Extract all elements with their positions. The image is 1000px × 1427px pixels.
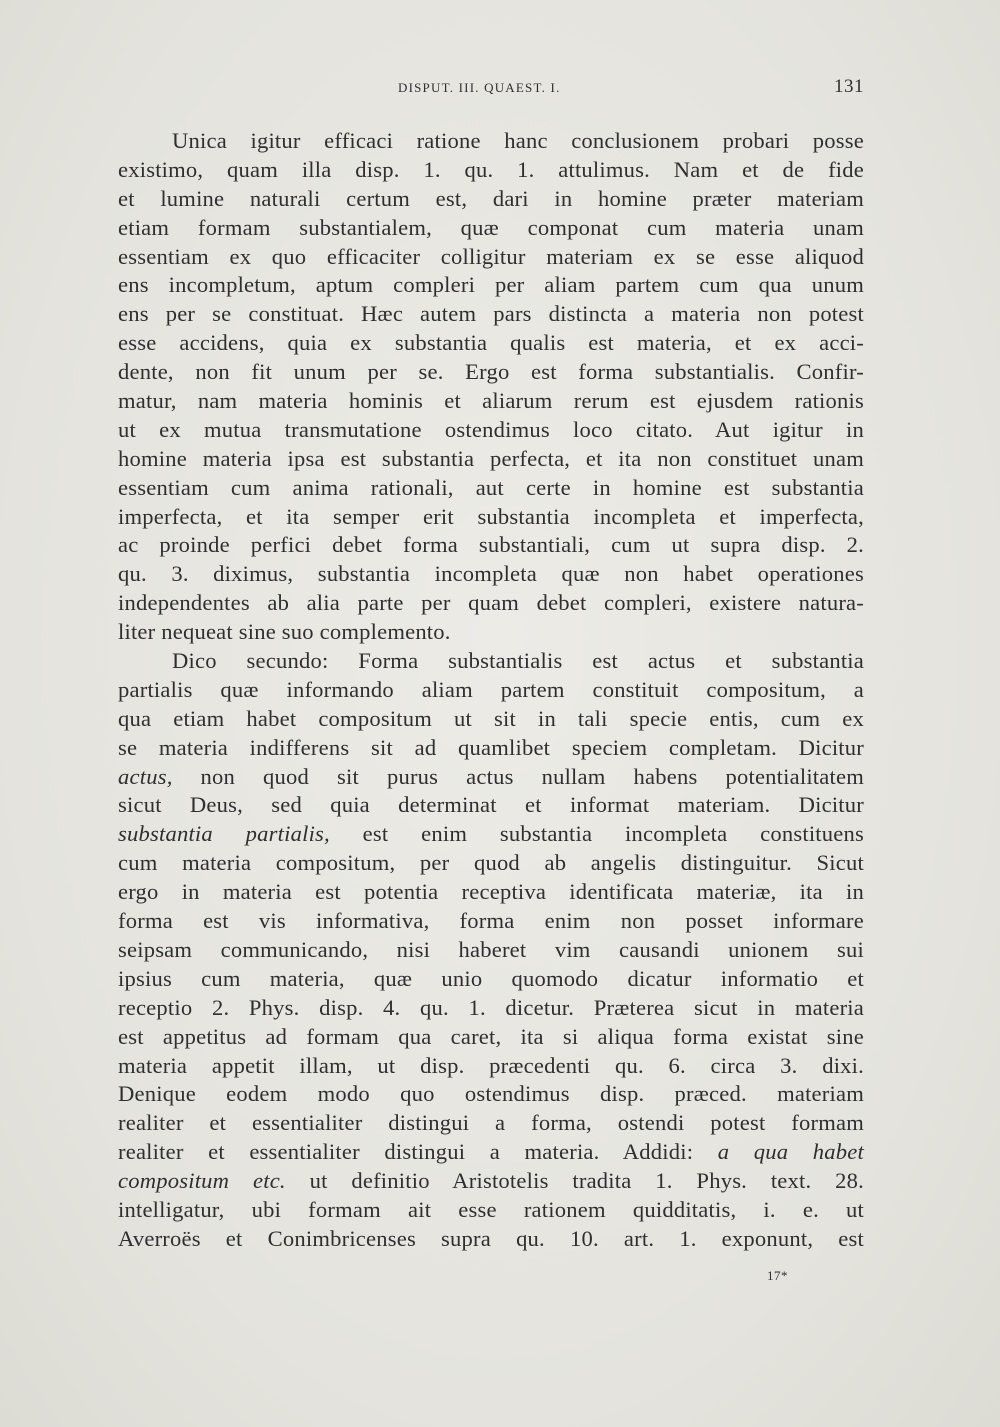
running-head bbox=[118, 76, 864, 100]
text-line: imperfecta, et ita semper erit substantia incompleta et imperfecta, bbox=[118, 503, 864, 529]
text-line: Averroës et Conimbricenses supra qu. 10. art. 1. exponunt, est bbox=[118, 1225, 864, 1251]
text-line: essentiam ex quo efficaciter colligitur materiam ex se esse aliquod bbox=[118, 243, 864, 269]
text-line: sicut Deus, sed quia determinat et informat materiam. Dicitur bbox=[118, 792, 864, 818]
text-line: liter nequeat sine suo complemento. bbox=[118, 619, 451, 645]
text-line: matur, nam materia hominis et aliarum rerum est ejusdem rationis bbox=[118, 388, 864, 414]
text-line: ac proinde perfici debet forma substantiali, cum ut supra disp. 2. bbox=[118, 532, 864, 558]
italic-term: substantia partialis, bbox=[118, 821, 330, 847]
text-run: ut definitio Aristotelis tradita 1. Phys. text. 28. bbox=[285, 1168, 864, 1194]
text-line: ergo in materia est potentia receptiva identificata materiæ, ita in bbox=[118, 879, 864, 905]
text-line: realiter et essentialiter distingui a forma, ostendi potest formam bbox=[118, 1110, 864, 1136]
text-run: est enim substantia incompleta constituens bbox=[329, 821, 864, 847]
text-line: essentiam cum anima rationali, aut certe in homine est substantia bbox=[118, 474, 864, 500]
text-line bbox=[118, 820, 864, 849]
text-line: dente, non fit unum per se. Ergo est forma substantialis. Confir- bbox=[118, 359, 864, 385]
text-line: qua etiam habet compositum ut sit in tali specie entis, cum ex bbox=[118, 705, 864, 731]
text-line: existimo, quam illa disp. 1. qu. 1. attulimus. Nam et de fide bbox=[118, 156, 864, 182]
text-run: realiter et essentialiter distingui a materia. Addidi: bbox=[118, 1139, 718, 1165]
text-line: Dico secundo: Forma substantialis est actus et substantia bbox=[172, 648, 864, 674]
body-text bbox=[118, 127, 864, 1254]
text-line: qu. 3. diximus, substantia incompleta quæ non habet operationes bbox=[118, 561, 864, 587]
text-line: se materia indifferens sit ad quamlibet speciem completam. Dicitur bbox=[118, 734, 864, 760]
text-line: forma est vis informativa, forma enim non posset informare bbox=[118, 908, 864, 934]
text-line: etiam formam substantialem, quæ componat cum materia unam bbox=[118, 214, 864, 240]
text-line: esse accidens, quia ex substantia qualis est materia, et ex acci- bbox=[118, 330, 864, 356]
text-line: cum materia compositum, per quod ab angelis distinguitur. Sicut bbox=[118, 850, 864, 876]
text-line: independentes ab alia parte per quam debet compleri, existere natura- bbox=[118, 590, 864, 616]
text-run: non quod sit purus actus nullam habens potentialitatem bbox=[172, 763, 864, 789]
text-line: est appetitus ad formam qua caret, ita si aliqua forma existat sine bbox=[118, 1023, 864, 1049]
italic-term: actus, bbox=[118, 763, 173, 789]
text-line: et lumine naturali certum est, dari in homine præter materiam bbox=[118, 185, 864, 211]
text-line: homine materia ipsa est substantia perfecta, et ita non constituet unam bbox=[118, 445, 864, 471]
text-line: receptio 2. Phys. disp. 4. qu. 1. dicetur. Præterea sicut in materia bbox=[118, 994, 864, 1020]
text-line: materia appetit illam, ut disp. præcedenti qu. 6. circa 3. dixi. bbox=[118, 1052, 864, 1078]
text-line: ens per se constituat. Hæc autem pars distincta a materia non potest bbox=[118, 301, 864, 327]
text-line: ut ex mutua transmutatione ostendimus loco citato. Aut igitur in bbox=[118, 416, 864, 442]
text-line: Unica igitur efficaci ratione hanc conclusionem probari posse bbox=[172, 128, 864, 153]
text-line bbox=[118, 1138, 864, 1167]
text-line bbox=[118, 1167, 864, 1196]
text-line: Denique eodem modo quo ostendimus disp. præced. materiam bbox=[118, 1081, 864, 1107]
text-line: partialis quæ informando aliam partem constituit compositum, a bbox=[118, 676, 864, 702]
text-line: intelligatur, ubi formam ait esse rationem quidditatis, i. e. ut bbox=[118, 1196, 864, 1222]
running-title: DISPUT. III. QUAEST. I. bbox=[398, 80, 561, 95]
text-line: ens incompletum, aptum compleri per aliam partem cum qua unum bbox=[118, 272, 864, 298]
text-line: seipsam communicando, nisi haberet vim causandi unionem sui bbox=[118, 936, 864, 962]
text-line bbox=[118, 763, 864, 792]
text-line: ipsius cum materia, quæ unio quomodo dicatur informatio et bbox=[118, 965, 864, 991]
italic-term: compositum etc. bbox=[118, 1168, 286, 1194]
italic-term: a qua habet bbox=[717, 1139, 864, 1165]
page-number: 131 bbox=[834, 76, 864, 97]
signature-mark: 17* bbox=[767, 1268, 788, 1283]
